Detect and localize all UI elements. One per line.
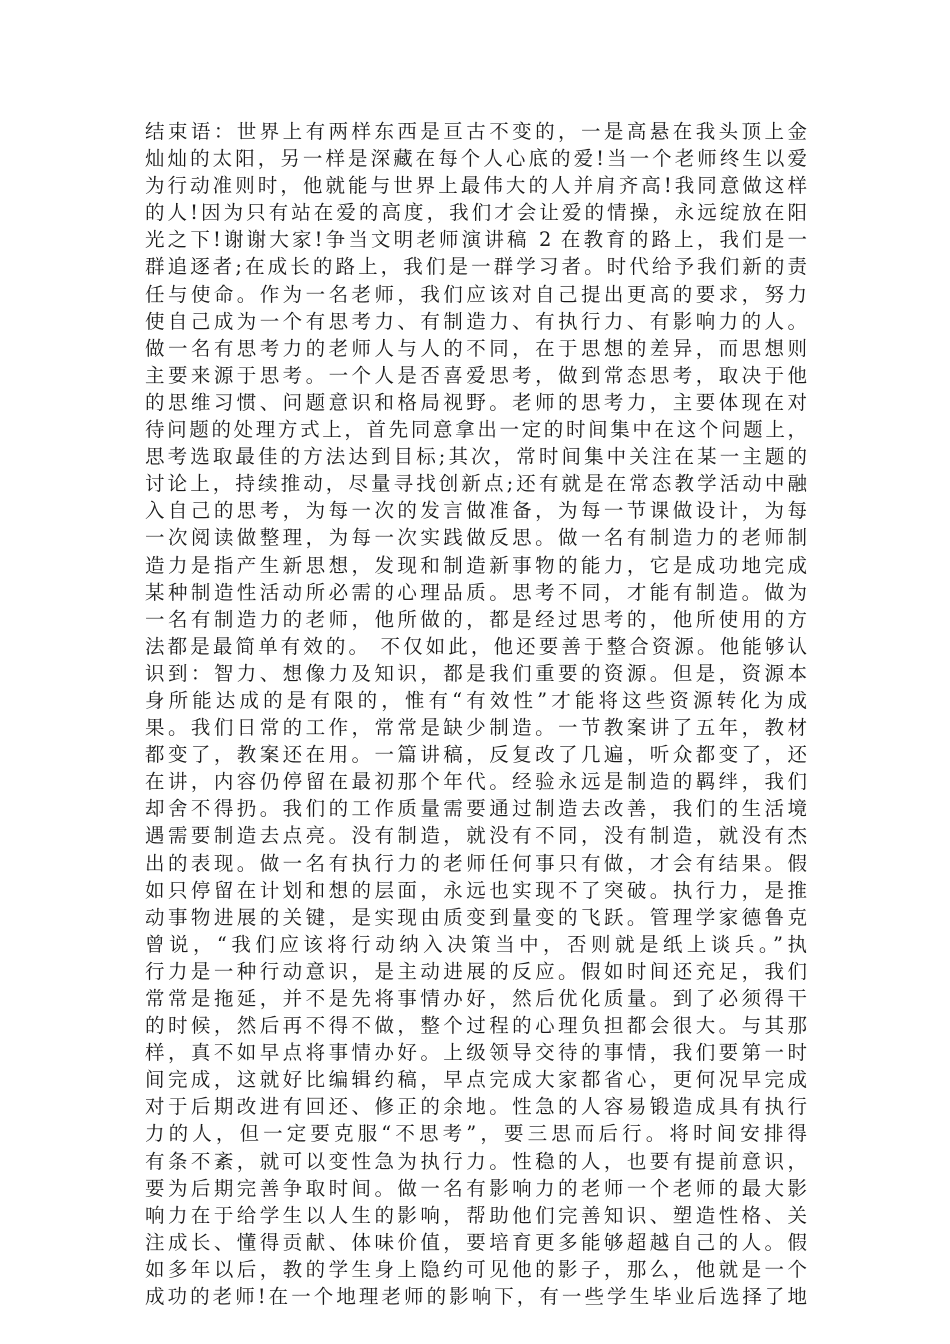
text-line: 任与使命。作为一名老师，我们应该对自己提出更高的要求，努力	[145, 282, 807, 306]
text-line: 识到：智力、想像力及知识，都是我们重要的资源。但是，资源本	[145, 661, 807, 685]
text-line: 身所能达成的是有限的，惟有“有效性”才能将这些资源转化为成	[145, 688, 807, 712]
text-line: 的时候，然后再不得不做，整个过程的心理负担都会很大。与其那	[145, 1014, 807, 1038]
text-line: 有条不紊，就可以变性急为执行力。性稳的人，也要有提前意识，	[145, 1149, 807, 1173]
text-line: 曾说，“我们应该将行动纳入决策当中，否则就是纸上谈兵。”执	[145, 932, 807, 956]
text-line: 某种制造性活动所必需的心理品质。思考不同，才能有制造。做为	[145, 580, 807, 604]
text-line: 都变了，教案还在用。一篇讲稿，反复改了几遍，听众都变了，还	[145, 743, 807, 767]
text-line: 如多年以后，教的学生身上隐约可见他的影子，那么，他就是一个	[145, 1257, 807, 1281]
text-line: 法都是最简单有效的。 不仅如此，他还要善于整合资源。他能够认	[145, 634, 807, 658]
text-line: 的思维习惯、问题意识和格局视野。老师的思考力，主要体现在对	[145, 390, 807, 414]
text-line: 遇需要制造去点亮。没有制造，就没有不同，没有制造，就没有杰	[145, 824, 807, 848]
text-line: 出的表现。做一名有执行力的老师任何事只有做，才会有结果。假	[145, 851, 807, 875]
text-line: 成功的老师!在一个地理老师的影响下，有一些学生毕业后选择了地	[145, 1285, 807, 1309]
text-line: 结束语：世界上有两样东西是亘古不变的，一是高悬在我头顶上金	[145, 120, 807, 143]
text-line: 灿灿的太阳，另一样是深藏在每个人心底的爱!当一个老师终生以爱	[145, 147, 807, 171]
text-line: 入自己的思考，为每一次的发言做准备，为每一节课做设计，为每	[145, 499, 807, 523]
text-line: 一次阅读做整理，为每一次实践做反思。做一名有制造力的老师制	[145, 526, 807, 550]
text-line: 样，真不如早点将事情办好。上级领导交待的事情，我们要第一时	[145, 1041, 807, 1065]
text-line: 响力在于给学生以人生的影响，帮助他们完善知识、塑造性格、关	[145, 1203, 807, 1227]
text-line: 常常是拖延，并不是先将事情办好，然后优化质量。到了必须得干	[145, 987, 807, 1010]
text-line: 一名有制造力的老师，他所做的，都是经过思考的，他所使用的方	[145, 607, 807, 631]
text-line: 要为后期完善争取时间。做一名有影响力的老师一个老师的最大影	[145, 1176, 807, 1200]
text-line: 动事物进展的关键，是实现由质变到量变的飞跃。管理学家德鲁克	[145, 905, 807, 929]
text-line: 讨论上，持续推动，尽量寻找创新点;还有就是在常态教学活动中融	[145, 472, 807, 496]
text-line: 对于后期改进有回还、修正的余地。性急的人容易锻造成具有执行	[145, 1095, 807, 1119]
text-line: 却舍不得扔。我们的工作质量需要通过制造去改善，我们的生活境	[145, 797, 807, 821]
text-line: 使自己成为一个有思考力、有制造力、有执行力、有影响力的人。	[145, 309, 807, 333]
text-line: 如只停留在计划和想的层面，永远也实现不了突破。执行力，是推	[145, 878, 807, 902]
text-line: 思考选取最佳的方法达到目标;其次，常时间集中关注在某一主题的	[145, 445, 807, 469]
text-line: 行力是一种行动意识，是主动进展的反应。假如时间还充足，我们	[145, 959, 807, 983]
text-line: 为行动准则时，他就能与世界上最伟大的人并肩齐高!我同意做这样	[145, 174, 807, 198]
text-line: 光之下!谢谢大家!争当文明老师演讲稿 2 在教育的路上，我们是一	[145, 228, 807, 252]
body-text	[145, 118, 807, 1310]
text-line: 做一名有思考力的老师人与人的不同，在于思想的差异，而思想则	[145, 336, 807, 360]
text-line: 力的人，但一定要克服“不思考”，要三思而后行。将时间安排得	[145, 1122, 807, 1146]
text-line: 的人!因为只有站在爱的高度，我们才会让爱的情操，永远绽放在阳	[145, 201, 807, 225]
text-line: 待问题的处理方式上，首先同意拿出一定的时间集中在这个问题上，	[145, 418, 807, 442]
text-line: 主要来源于思考。一个人是否喜爱思考，做到常态思考，取决于他	[145, 363, 807, 387]
text-line: 果。我们日常的工作，常常是缺少制造。一节教案讲了五年，教材	[145, 716, 807, 740]
text-line: 注成长、懂得贡献、体味价值，要培育更多能够超越自己的人。假	[145, 1230, 807, 1254]
text-line: 在讲，内容仍停留在最初那个年代。经验永远是制造的羁绊，我们	[145, 770, 807, 794]
text-line: 群追逐者;在成长的路上，我们是一群学习者。时代给予我们新的责	[145, 255, 807, 279]
text-line: 造力是指产生新思想，发现和制造新事物的能力，它是成功地完成	[145, 553, 807, 577]
text-line: 间完成，这就好比编辑约稿，早点完成大家都省心，更何况早完成	[145, 1068, 807, 1092]
